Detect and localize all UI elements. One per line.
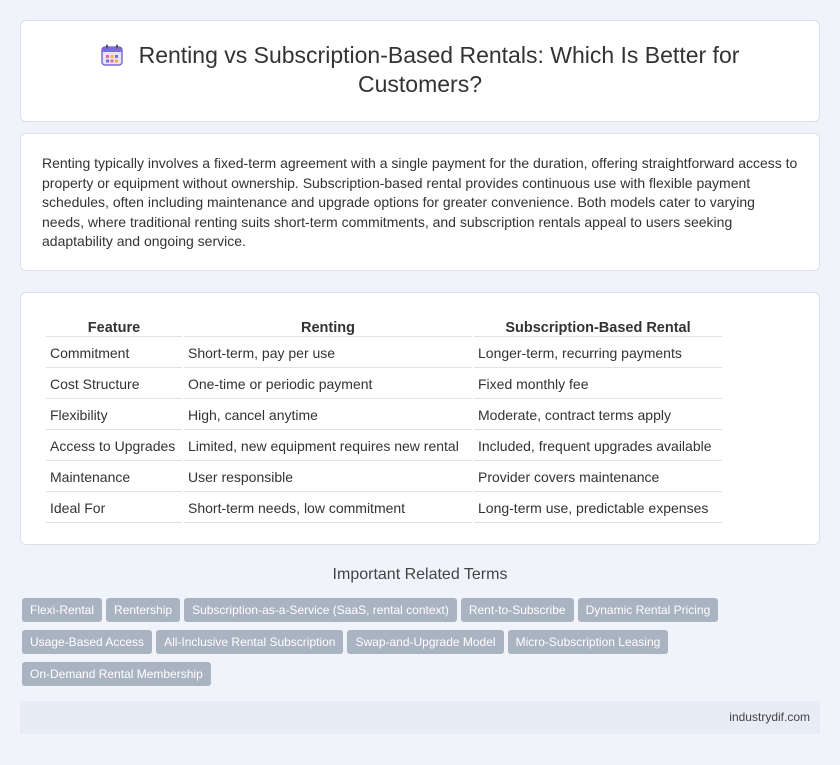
- related-terms-heading: Important Related Terms: [332, 566, 508, 583]
- comparison-table: [44, 317, 724, 525]
- term-tag[interactable]: Flexi-Rental: [22, 598, 102, 622]
- footer-bar: [20, 701, 820, 734]
- table-cell: User responsible: [184, 463, 472, 492]
- table-cell: Cost Structure: [46, 370, 182, 399]
- table-cell: Flexibility: [46, 401, 182, 430]
- table-cell: Fixed monthly fee: [474, 370, 722, 399]
- calendar-icon: [101, 44, 123, 66]
- page-title-text: Renting vs Subscription-Based Rentals: Which Is Better for Customers?: [138, 42, 740, 97]
- footer-site-link[interactable]: industrydif.com: [729, 710, 810, 724]
- table-row: [46, 432, 722, 461]
- page-title: [61, 41, 779, 99]
- term-tag[interactable]: Rentership: [106, 598, 180, 622]
- term-tag[interactable]: Micro-Subscription Leasing: [508, 630, 669, 654]
- table-cell: Longer-term, recurring payments: [474, 339, 722, 368]
- term-tag[interactable]: Swap-and-Upgrade Model: [347, 630, 503, 654]
- table-cell: Short-term needs, low commitment: [184, 494, 472, 523]
- table-cell: Provider covers maintenance: [474, 463, 722, 492]
- table-cell: Included, frequent upgrades available: [474, 432, 722, 461]
- column-header-feature: Feature: [46, 319, 182, 337]
- table-row: [46, 463, 722, 492]
- term-tag[interactable]: Subscription-as-a-Service (SaaS, rental context): [184, 598, 457, 622]
- table-cell: Commitment: [46, 339, 182, 368]
- table-cell: One-time or periodic payment: [184, 370, 472, 399]
- title-card: [20, 20, 820, 122]
- table-cell: Moderate, contract terms apply: [474, 401, 722, 430]
- table-cell: Short-term, pay per use: [184, 339, 472, 368]
- table-row: [46, 339, 722, 368]
- column-header-renting: Renting: [184, 319, 472, 337]
- column-header-subscription: Subscription-Based Rental: [474, 319, 722, 337]
- table-cell: Maintenance: [46, 463, 182, 492]
- term-tag[interactable]: Usage-Based Access: [22, 630, 152, 654]
- intro-card: [20, 133, 820, 271]
- table-row: [46, 401, 722, 430]
- intro-paragraph: Renting typically involves a fixed-term agreement with a single payment for the duration, offering straightforward access to property or equipment without ownership. Subscription-based rental provides continuous use with flexible payment schedules, often including maintenance and upgrade options for greater convenience. Both models cater to varying needs, where traditional renting suits short-term commitments, and subscription rentals appeal to users seeking adaptability and ongoing service.: [42, 155, 798, 250]
- table-cell: High, cancel anytime: [184, 401, 472, 430]
- table-cell: Long-term use, predictable expenses: [474, 494, 722, 523]
- table-cell: Access to Upgrades: [46, 432, 182, 461]
- table-row: [46, 494, 722, 523]
- table-row: [46, 370, 722, 399]
- table-cell: Limited, new equipment requires new rental: [184, 432, 472, 461]
- comparison-card: [20, 292, 820, 545]
- table-header-row: [46, 319, 722, 337]
- term-tag[interactable]: Rent-to-Subscribe: [461, 598, 574, 622]
- table-cell: Ideal For: [46, 494, 182, 523]
- term-tag[interactable]: On-Demand Rental Membership: [22, 662, 211, 686]
- term-tag[interactable]: Dynamic Rental Pricing: [578, 598, 719, 622]
- related-terms-list: [22, 598, 822, 694]
- term-tag[interactable]: All-Inclusive Rental Subscription: [156, 630, 343, 654]
